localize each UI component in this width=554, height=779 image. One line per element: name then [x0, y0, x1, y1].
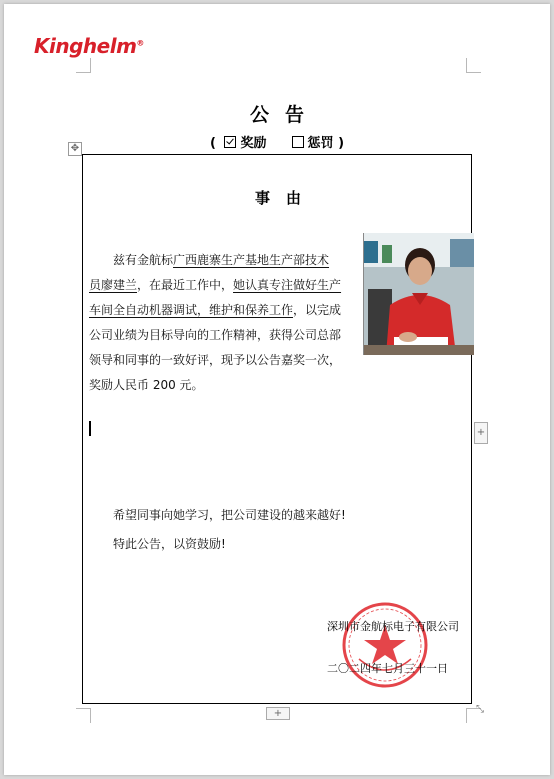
penalty-label: 惩罚	[307, 136, 334, 151]
body-line-3: 车间全自动机器调试，维护和保养工作，以完成	[89, 303, 342, 317]
close-paren: )	[338, 136, 345, 151]
add-column-icon[interactable]: +	[474, 422, 488, 444]
reward-label: 奖励	[240, 136, 267, 151]
table-resize-icon[interactable]: ⤡	[476, 704, 484, 715]
logo-registered-mark: ®	[136, 38, 144, 48]
body-line-7: 希望同事向她学习，把公司建设的越来越好!	[113, 508, 346, 522]
body-line-8: 特此公告，以资鼓励!	[113, 537, 226, 551]
reward-checkbox[interactable]	[224, 136, 236, 148]
notice-type-selector	[4, 132, 550, 151]
crop-mark-top-right	[466, 58, 481, 73]
notice-frame	[82, 154, 472, 704]
open-paren: (	[209, 136, 216, 151]
penalty-checkbox[interactable]	[292, 136, 304, 148]
body-line-2: 员廖建兰，在最近工作中，她认真专注做好生产	[89, 278, 342, 292]
body-line-5: 领导和同事的一致好评，现予以公告嘉奖一次，	[89, 353, 342, 367]
body-line-1: 兹有金航标广西鹿寨生产基地生产部技术	[113, 253, 330, 267]
crop-mark-top-left	[76, 58, 91, 73]
employee-photo	[363, 233, 474, 355]
logo-text: Kinghelm	[34, 34, 137, 58]
document-page	[4, 4, 550, 775]
notice-title: 公告	[249, 104, 320, 126]
text-cursor	[89, 421, 91, 436]
company-name: 深圳市金航标电子有限公司	[327, 620, 459, 633]
table-move-handle-icon[interactable]: ✥	[68, 142, 82, 156]
add-row-icon[interactable]: +	[266, 707, 290, 720]
body-line-4: 公司业绩为目标导向的工作精神，获得公司总部	[89, 328, 342, 342]
company-logo	[34, 34, 144, 58]
reason-heading: 事由	[254, 189, 317, 207]
body-line-6: 奖励人民币 200 元。	[89, 378, 204, 392]
notice-date: 二〇二四年七月三十一日	[327, 662, 448, 675]
crop-mark-bottom-left	[76, 708, 91, 723]
